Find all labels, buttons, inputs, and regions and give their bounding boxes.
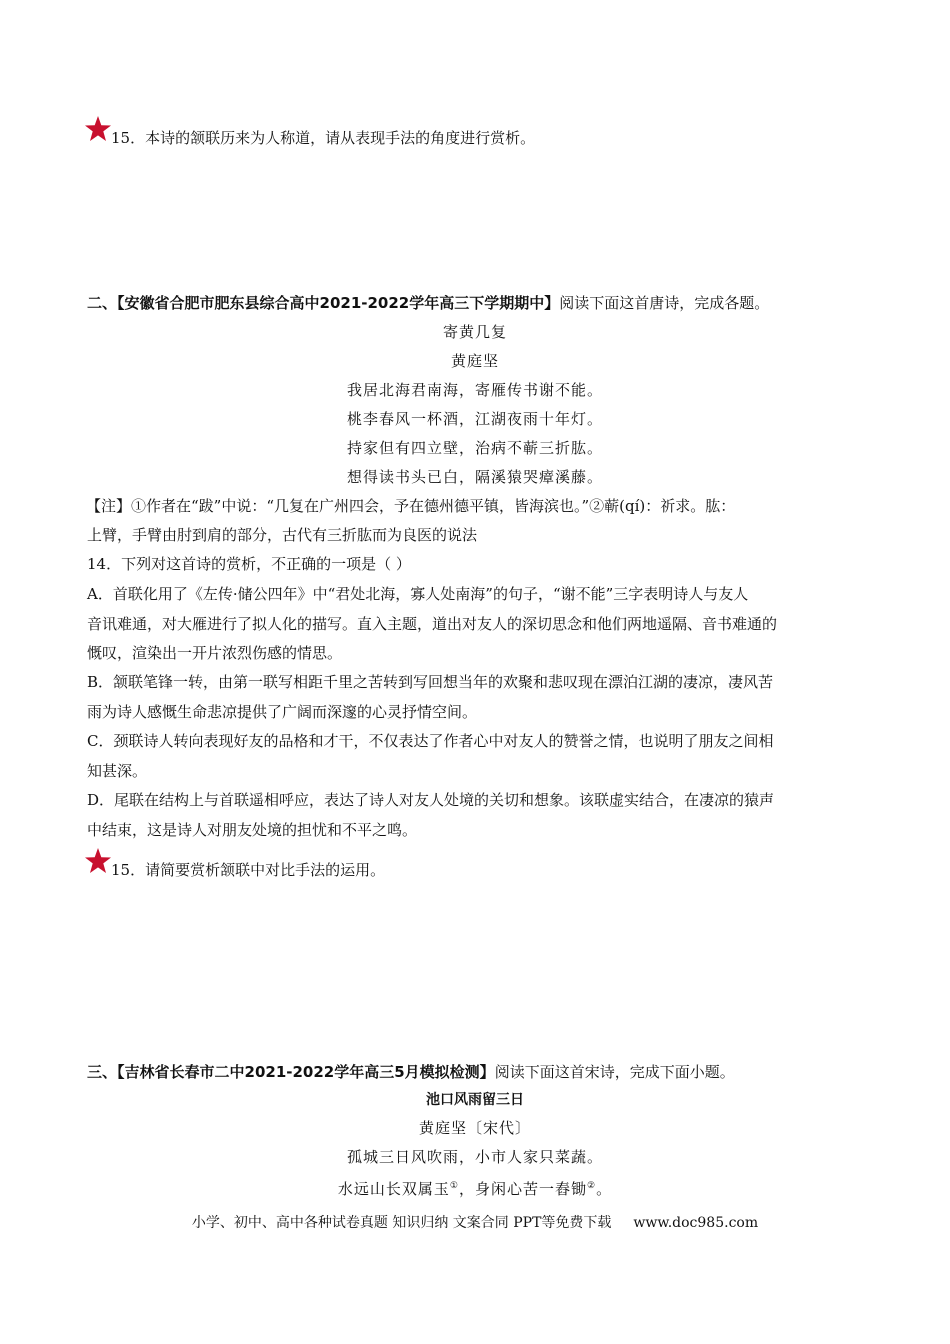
option-d-line: 中结束，这是诗人对朋友处境的担忧和不平之鸣。	[87, 821, 418, 839]
poem-title: 寄黄几复	[442, 323, 507, 341]
footer-url[interactable]: www.doc985.com	[633, 1215, 759, 1231]
question-15-top: 15．本诗的颔联历来为人称道，请从表现手法的角度进行赏析。	[111, 129, 536, 147]
question-14: 14．下列对这首诗的赏析，不正确的一项是（ ）	[87, 555, 411, 573]
note-line: 上臂，手臂由肘到肩的部分，古代有三折肱而为良医的说法	[87, 526, 478, 544]
footnote-marker: ①	[449, 1181, 459, 1191]
star-icon	[85, 116, 111, 142]
option-d-line: D．尾联在结构上与首联遥相呼应，表达了诗人对友人处境的关切和想象。该联虚实结合，在凄凉的猿声	[87, 791, 775, 809]
footnote-marker: ②	[587, 1181, 597, 1191]
star-icon	[85, 848, 111, 874]
option-b-line: 雨为诗人感慨生命悲凉提供了广阔而深邃的心灵抒情空间。	[87, 703, 478, 721]
poem-line: 水远山长双属玉①，身闲心苦一舂锄②。	[337, 1180, 613, 1198]
option-a-line: 慨叹，渲染出一开片浓烈伤感的情思。	[87, 644, 343, 662]
poem-line: 想得读书头已白，隔溪猿哭瘴溪藤。	[346, 468, 603, 486]
poem-line: 孤城三日风吹雨，小市人家只菜蔬。	[346, 1148, 603, 1166]
poem-line: 持家但有四立壁，治病不蕲三折肱。	[346, 439, 603, 457]
poem-author: 黄庭坚〔宋代〕	[418, 1119, 531, 1137]
section-2-heading: 二、【安徽省合肥市肥东县综合高中2021-2022学年高三下学期期中】阅读下面这首唐诗，完成各题。	[87, 294, 770, 312]
option-c-line: 知甚深。	[87, 762, 148, 780]
option-a-line: A．首联化用了《左传·储公四年》中“君处北海，寡人处南海”的句子，“谢不能”三字表明诗人与友人	[87, 585, 749, 603]
option-b-line: B．颔联笔锋一转，由第一联写相距千里之苦转到写回想当年的欢聚和悲叹现在漂泊江湖的凄凉，凄风苦	[87, 673, 774, 691]
poem-author: 黄庭坚	[450, 352, 499, 370]
poem-line: 我居北海君南海，寄雁传书谢不能。	[346, 381, 603, 399]
note-line: 【注】①作者在“跋”中说：“几复在广州四会，予在德州德平镇，皆海滨也。”②蕲(qí)：祈求。肱：	[86, 497, 736, 515]
footer-text: 小学、初中、高中各种试卷真题 知识归纳 文案合同 PPT等免费下载	[191, 1215, 612, 1231]
page-footer	[0, 1212, 950, 1232]
poem-line: 桃李春风一杯酒，江湖夜雨十年灯。	[346, 410, 603, 428]
question-15-section2: 15．请简要赏析颔联中对比手法的运用。	[111, 861, 386, 879]
option-a-line: 音讯难通，对大雁进行了拟人化的描写。直入主题，道出对友人的深切思念和他们两地遥隔、音书难通的	[87, 615, 778, 633]
poem-title: 池口风雨留三日	[426, 1092, 524, 1108]
section-3-heading: 三、【吉林省长春市二中2021-2022学年高三5月模拟检测】阅读下面这首宋诗，完成下面小题。	[87, 1063, 735, 1081]
option-c-line: C．颈联诗人转向表现好友的品格和才干，不仅表达了作者心中对友人的赞誉之情，也说明了朋友之间相	[87, 732, 774, 750]
